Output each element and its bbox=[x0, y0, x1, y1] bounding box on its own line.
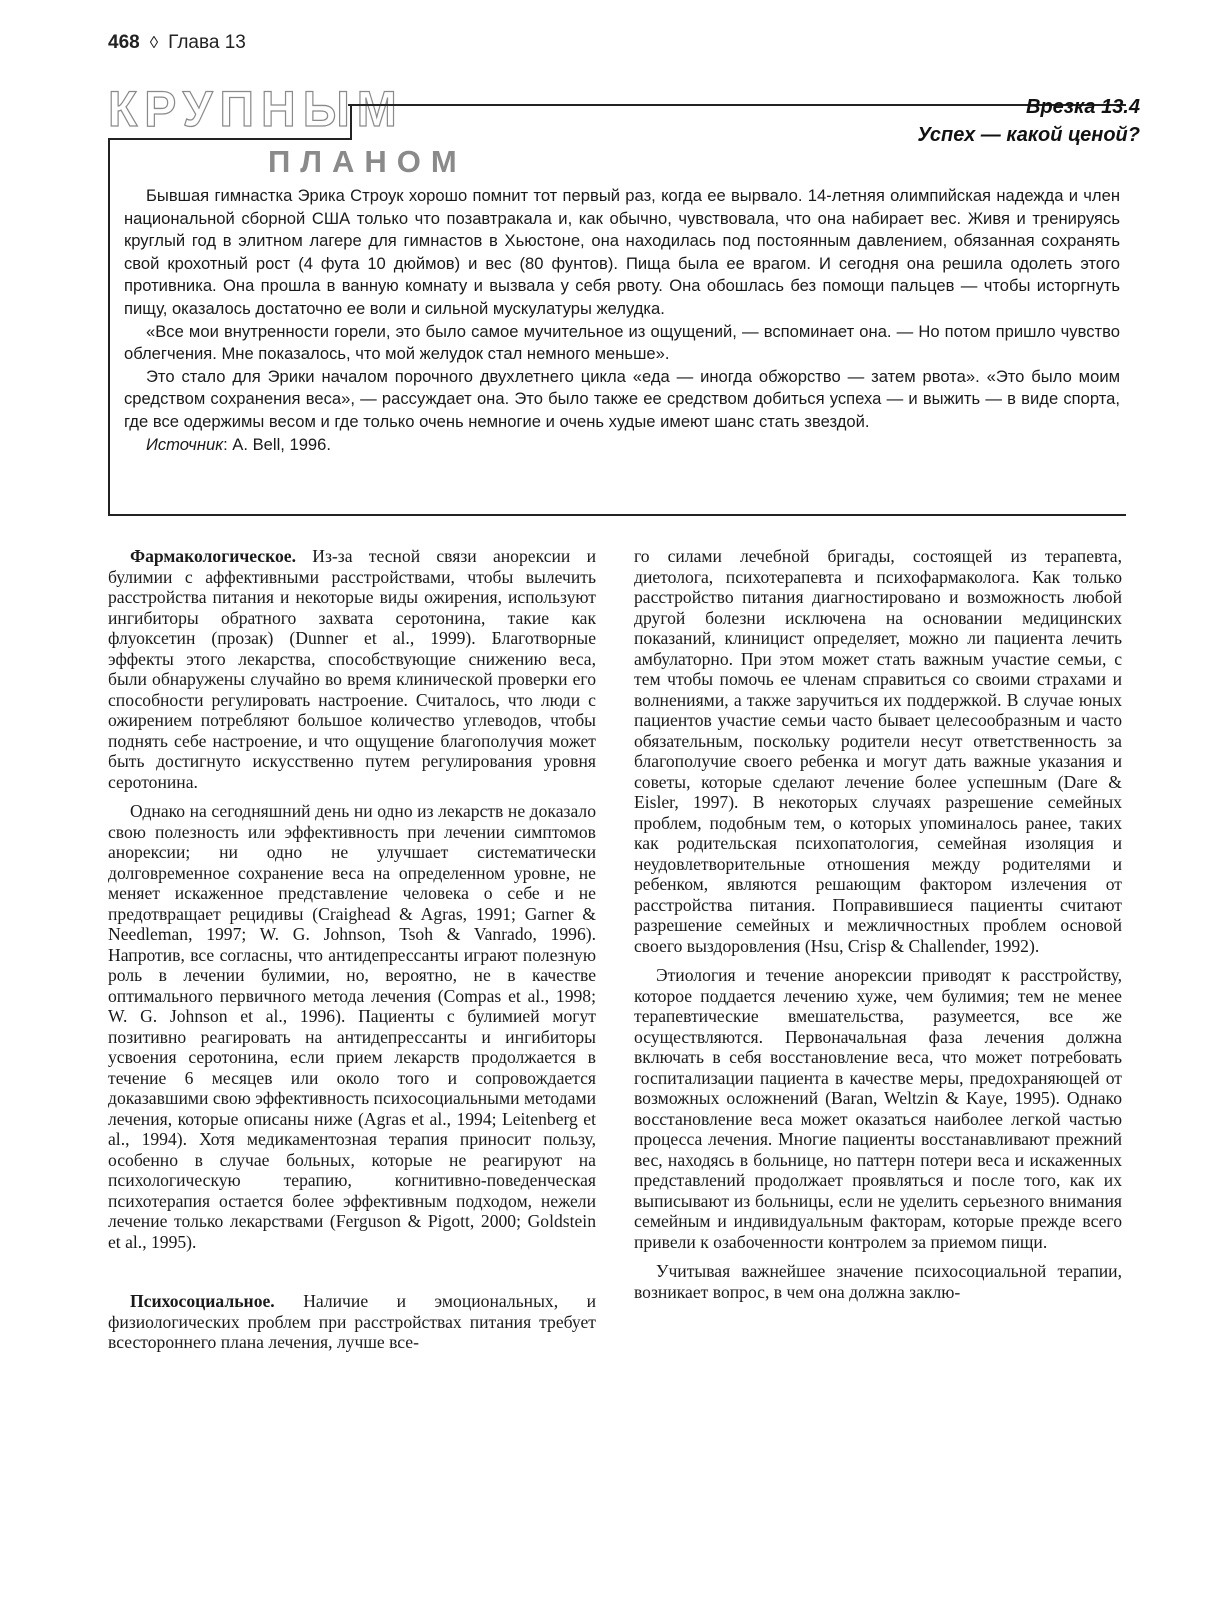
sidebar-heading bbox=[917, 93, 1140, 149]
sidebar-title: Успех — какой ценой? bbox=[917, 124, 1140, 146]
body-paragraph bbox=[108, 546, 596, 792]
source-label: Источник bbox=[146, 434, 224, 454]
sidebar-number: Врезка 13.4 bbox=[1026, 96, 1140, 118]
box-frame-inner-vertical bbox=[350, 104, 352, 140]
box-frame-bottom bbox=[108, 514, 1126, 516]
box-frame-inner-horizontal bbox=[108, 138, 352, 140]
body-paragraph: Учитывая важнейшее значение психосоциальной терапии, возникает вопрос, в чем она должна заклю- bbox=[634, 1261, 1122, 1302]
body-paragraph: го силами лечебной бригады, состоящей из терапевта, диетолога, психотерапевта и психофармаколога. Как только расстройство питания диагностировано и возможность любой другой болезни исключена на основании медицинских показаний, клиницист определяет, можно ли пациента лечить амбулаторно. При этом может стать важным участие семьи, с тем чтобы помочь ее членам справиться со своими страхами и волнениями, а также заручиться их поддержкой. В случае юных пациентов участие семьи часто бывает целесообразным и часто обязательным, поскольку родители несут ответственность за благополучие своего ребенка и могут дать важные указания и советы, которые сделают лечение более успешным (Dare & Eisler, 1997). В некоторых случаях разрешение семейных проблем, подобным тем, о которых упоминалось ранее, таких как родительская психопатология, семейная изоляция и неудовлетворительные отношения между родителями и ребенком, являются решающим фактором излечения от расстройства питания. Поправившиеся пациенты считают разрешение семейных и межличностных проблем основой своего выздоровления (Hsu, Crisp & Challender, 1992). bbox=[634, 546, 1122, 956]
paragraph-text: Наличие и эмоциональных, и физиологических проблем при расстройствах питания требует всестороннего плана лечения, лучше все- bbox=[108, 1291, 596, 1352]
paragraph-text: Из-за тесной связи анорексии и булимии с аффективными расстройствами, чтобы вылечить расстройства питания и некоторые виды ожирения, используют ингибиторы обратного захвата серотонина, такие как флуоксетин (прозак) (Dunner et al., 1999). Благотворные эффекты этого лекарства, способствующие снижению веса, были обнаружены случайно во время клинической проверки его способности регулировать настроение. Считалось, что люди с ожирением потребляют большое количество углеводов, чтобы поднять себе настроение, и что ощущение благополучия может быть достигнуто искусственно путем регулирования уровня серотонина. bbox=[108, 546, 596, 792]
right-column bbox=[634, 546, 1122, 1311]
sidebar-paragraph: Бывшая гимнастка Эрика Строук хорошо помнит тот первый раз, когда ее вырвало. 14-летняя олимпийская надежда и член национальной сборной США только что позавтракала и, как обычно, чувствовала, что она набирает вес. Живя и тренируясь круглый год в элитном лагере для гимнастов в Хьюстоне, она находилась под постоянным давлением, обязанная сохранять свой крохотный рост (4 фута 10 дюймов) и вес (80 фунтов). Пища была ее врагом. И сегодня она решила одолеть этого противника. Она прошла в ванную комнату и вызвала у себя рвоту. Она обошлась без помощи пальцев — чтобы исторгнуть пищу, оказалось достаточно ее воли и сильной мускулатуры желудка. bbox=[124, 186, 1120, 318]
header-separator: ◊ bbox=[149, 33, 159, 52]
box-frame-left bbox=[108, 138, 110, 516]
sidebar-body bbox=[124, 185, 1120, 456]
body-paragraph bbox=[108, 1291, 596, 1353]
body-paragraph: Этиология и течение анорексии приводят к расстройству, которое поддается лечению хуже, чем булимия; тем не менее терапевтические вмешательства, разумеется, все же осуществляются. Первоначальная фаза лечения должна включать в себя восстановление веса, что может потребовать госпитализации пациента в качестве меры, предохраняющей от возможных осложнений (Baran, Weltzin & Kaye, 1995). Однако восстановление веса может оказаться наиболее легкой частью процесса лечения. Многие пациенты восстанавливают прежний вес, находясь в больнице, но паттерн потери веса и искаженных представлений продолжает проявляться и после того, как их выписывают из больницы, если не уделить серьезного внимания семейным и индивидуальным факторам, которые прежде всего привели к озабоченности контролем за приемом пищи. bbox=[634, 965, 1122, 1252]
left-column bbox=[108, 546, 596, 1362]
chapter-label: Глава 13 bbox=[168, 32, 246, 53]
section-gap bbox=[108, 1261, 596, 1291]
body-paragraph: Однако на сегодняшний день ни одно из лекарств не доказало свою полезность или эффективность при лечении симптомов анорексии; ни одно не улучшает систематически долговременное сохранение веса на определенном уровне, не меняет искаженное представление человека о себе и не предотвращает рецидивы (Craighead & Agras, 1991; Garner & Needleman, 1997; W. G. Johnson, Tsoh & Vanrado, 1996). Напротив, все согласны, что антидепрессанты играют полезную роль в лечении булимии, но, вероятно, не в качестве оптимального первичного метода лечения (Compas et al., 1998; W. G. Johnson et al., 1996). Пациенты с булимией могут позитивно реагировать на антидепрессанты и ингибиторы усвоения серотонина, если прием лекарств продолжается в течение 6 месяцев или около того и сопровождается доказавшими свою эффективность психосоциальными методами лечения, которые описаны ниже (Agras et al., 1994; Leitenberg et al., 1994). Хотя медикаментозная терапия приносит пользу, особенно в случае больных, которые не реагируют на психологическую терапию, когнитивно-поведенческая психотерапия остается более эффективным подходом, нежели лечение только лекарствами (Ferguson & Pigott, 2000; Goldstein et al., 1995). bbox=[108, 801, 596, 1252]
sidebar-source bbox=[124, 434, 1120, 457]
section-runin-heading: Фармакологическое. bbox=[130, 546, 297, 566]
sidebar-paragraph: Это стало для Эрики началом порочного двухлетнего цикла «еда — иногда обжорство — затем рвота». «Это было моим средством сохранения веса», — рассуждает она. Это было также ее средством добиться успеха — и выжить — в виде спорта, где все одержимы весом и где только очень немногие и очень худые имеют шанс стать звездой. bbox=[124, 366, 1120, 431]
box-label-line2: ПЛАНОМ bbox=[268, 144, 467, 179]
page-number: 468 bbox=[108, 32, 140, 53]
source-text: : A. Bell, 1996. bbox=[223, 434, 332, 454]
section-runin-heading: Психосоциальное. bbox=[130, 1291, 275, 1311]
running-header bbox=[108, 32, 246, 54]
box-label-line1: КРУПНЫМ bbox=[108, 81, 404, 138]
sidebar-paragraph: «Все мои внутренности горели, это было самое мучительное из ощущений, — вспоминает она. — Но потом пришло чувство облегчения. Мне показалось, что мой желудок стал немного меньше». bbox=[124, 321, 1120, 364]
